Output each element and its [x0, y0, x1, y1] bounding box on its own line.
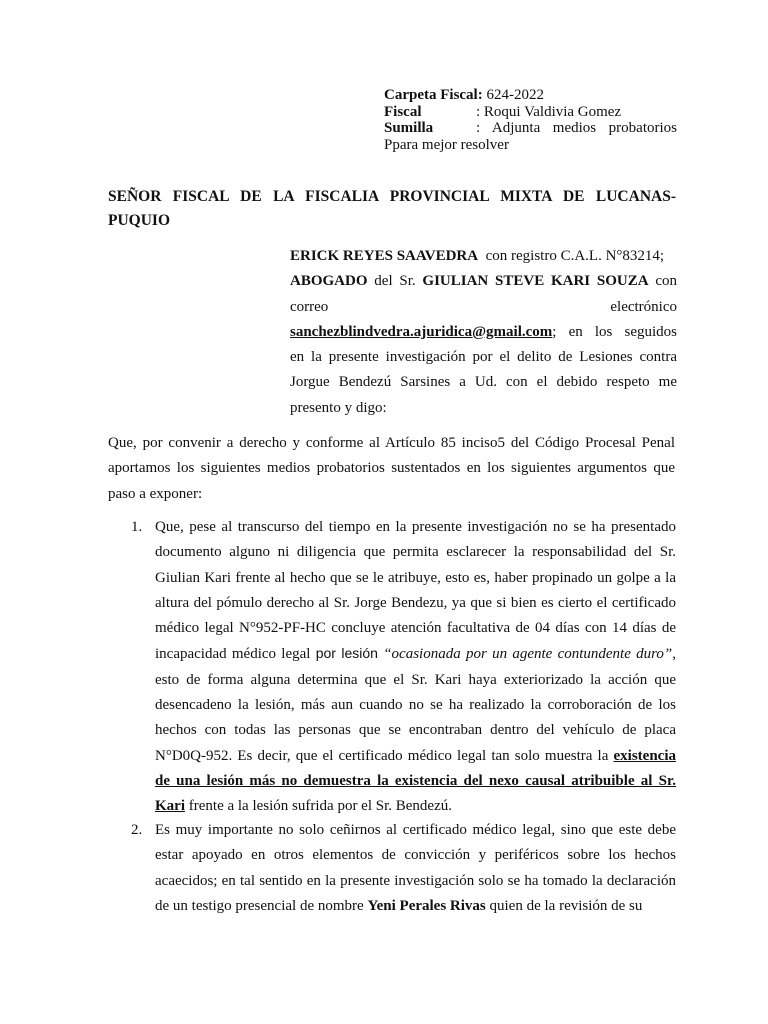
prosecutor-label: Fiscal [384, 103, 422, 120]
case-file-label: Carpeta Fiscal: [384, 87, 483, 103]
introduction-block [290, 244, 677, 421]
prosecutor-value: : Roqui Valdivia Gomez [476, 103, 622, 120]
summary-value: : Adjunta medios probatorios [476, 120, 677, 136]
case-file-value: 624-2022 [486, 87, 544, 103]
summary-line [384, 120, 677, 137]
item-1-text-c: frente a la lesión sufrida por el Sr. Bendezú. [188, 798, 452, 815]
lawyer-name: ERICK REYES SAAVEDRA [290, 248, 479, 264]
client-name: GIULIAN STEVE KARI SOUZA [422, 273, 649, 290]
summary-label: Sumilla [384, 120, 434, 136]
item-2-text-b: quien de la revisión de su [489, 897, 643, 914]
summary-continuation: Ppara mejor resolver [384, 136, 509, 153]
item-1-emphasis: existencia de una lesión más no demuestra la existencia del nexo causal atribuible al Sr. Kari [155, 747, 676, 815]
item-1-text-b: , esto de forma alguna determina que el Sr. Kari haya exteriorizado la acción que desencadeno la lesión, más aun cuando no se ha realizado la corroboración de los hechos con todas las personas que se encontraban dentro del vehículo de placa N°D0Q-952. Es decir, que el certificado médico legal tan solo muestra la [155, 646, 677, 764]
case-header [384, 87, 677, 153]
intro-line-6: Jorgue Bendezú Sarsines a Ud. con el debido respeto me [290, 374, 677, 391]
email-link[interactable]: sanchezblindvedra.ajuridica@gmail.com [290, 323, 553, 340]
argument-item-1 [155, 515, 676, 820]
intro-line-1 [290, 244, 677, 269]
intro-line-4 [290, 320, 677, 345]
item-1-text-lesion: por lesión [315, 645, 378, 662]
addressee-text: SEÑOR FISCAL DE LA FISCALIA PROVINCIAL MIXTA DE LUCANAS-PUQUIO [108, 188, 676, 229]
witness-name: Yeni Perales Rivas [367, 897, 486, 914]
intro-line-5: en la presente investigación por el delito de Lesiones contra [290, 349, 677, 366]
intro-line-7: presento y digo: [290, 399, 387, 416]
lawyer-title: ABOGADO [290, 273, 368, 290]
item-1-number: 1. [131, 519, 143, 535]
intro-text-del-sr: del Sr. [374, 273, 416, 290]
case-file-line [384, 87, 677, 104]
item-1-text-a: Que, pese al transcurso del tiempo en la presente investigación no se ha presentado documento alguno ni diligencia que permita esclarecer la responsabilidad del Sr. Giulian Kari frente al hecho que se le atribuye, esto es, haber propinado un golpe a la altura del pómulo derecho al Sr. Jorge Bendezu, ya que si bien es cierto el certificado médico legal N°952-PF-HC concluye atención facultativa de 04 días con 14 días de incapacidad médico legal [155, 519, 676, 663]
intro-text-rest-1: ; en los seguidos [552, 323, 677, 340]
item-2-text-a: Es muy importante no solo ceñirnos al certificado médico legal, sino que este debe estar apoyado en otros elementos de convicción y periféricos sobre los hechos acaecidos; en tal sentido en la presente investigación solo se ha tomado la declaración de un testigo presencial de nombre [155, 822, 676, 914]
prosecutor-line [384, 104, 677, 121]
lawyer-registration: con registro C.A.L. N°83214; [485, 248, 665, 264]
item-2-number: 2. [131, 822, 143, 838]
opening-paragraph-text: Que, por convenir a derecho y conforme al Artículo 85 inciso5 del Código Procesal Penal aportamos los siguientes medios probatorios sustentados en los siguientes argumentos que paso a exponer: [108, 435, 675, 502]
intro-text-con: con [655, 273, 678, 290]
intro-line-2 [290, 269, 677, 294]
intro-line-3: correo electrónico [290, 298, 677, 315]
opening-paragraph [108, 431, 675, 507]
addressee-heading [108, 185, 676, 233]
argument-item-2 [155, 818, 676, 919]
item-1-quote: “ocasionada por un agente contundente duro” [383, 646, 673, 663]
